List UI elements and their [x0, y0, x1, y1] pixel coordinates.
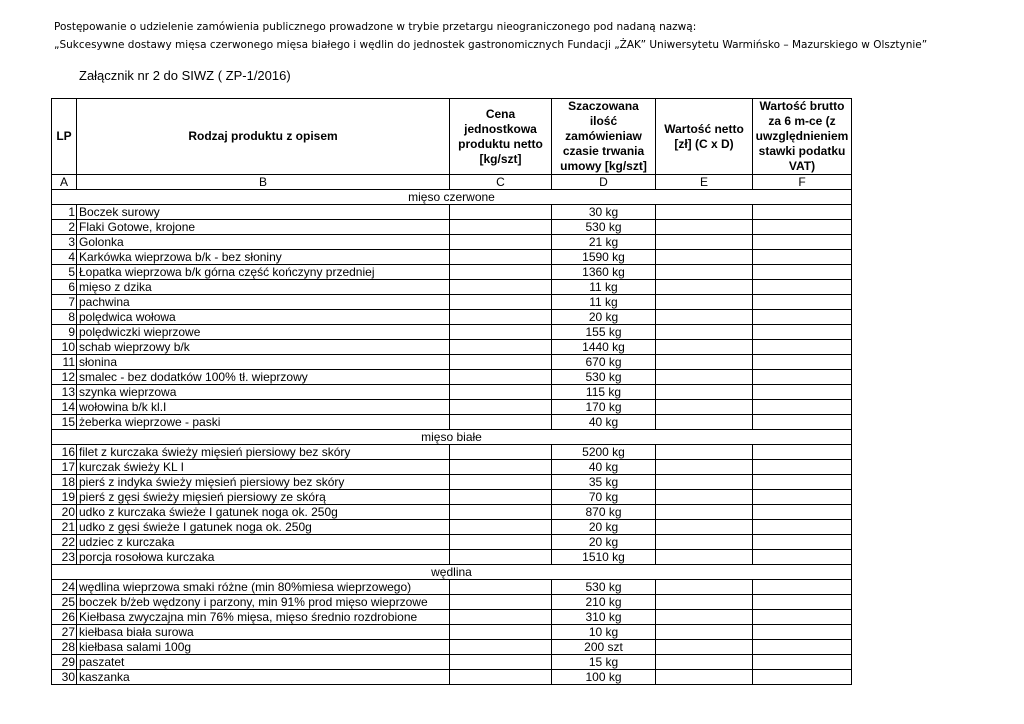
net-value-cell[interactable]	[656, 325, 753, 340]
product-name: kurczak świeży KL I	[77, 460, 450, 475]
gross-value-cell[interactable]	[753, 460, 852, 475]
product-lp: 13	[52, 385, 77, 400]
quantity-cell: 170 kg	[552, 400, 656, 415]
column-letter: F	[753, 175, 852, 190]
product-lp: 6	[52, 280, 77, 295]
gross-value-cell[interactable]	[753, 595, 852, 610]
column-header-quantity: Szaczowana ilość zamówieniaw czasie trwania umowy [kg/szt]	[552, 99, 656, 175]
net-value-cell[interactable]	[656, 520, 753, 535]
product-name: udko z kurczaka świeże I gatunek noga ok. 250g	[77, 505, 450, 520]
unit-price-cell[interactable]	[450, 595, 552, 610]
column-letter: B	[77, 175, 450, 190]
product-lp: 15	[52, 415, 77, 430]
gross-value-cell[interactable]	[753, 310, 852, 325]
gross-value-cell[interactable]	[753, 385, 852, 400]
product-lp: 27	[52, 625, 77, 640]
product-lp: 12	[52, 370, 77, 385]
net-value-cell[interactable]	[656, 340, 753, 355]
unit-price-cell[interactable]	[450, 250, 552, 265]
quantity-cell: 670 kg	[552, 355, 656, 370]
unit-price-cell[interactable]	[450, 235, 552, 250]
quantity-cell: 40 kg	[552, 460, 656, 475]
product-name: schab wieprzowy b/k	[77, 340, 450, 355]
unit-price-cell[interactable]	[450, 550, 552, 565]
product-lp: 5	[52, 265, 77, 280]
quantity-cell: 5200 kg	[552, 445, 656, 460]
product-lp: 16	[52, 445, 77, 460]
quantity-cell: 155 kg	[552, 325, 656, 340]
product-row	[52, 505, 852, 520]
product-row	[52, 640, 852, 655]
gross-value-cell[interactable]	[753, 535, 852, 550]
product-row	[52, 445, 852, 460]
quantity-cell: 20 kg	[552, 535, 656, 550]
unit-price-cell[interactable]	[450, 340, 552, 355]
quantity-cell: 1440 kg	[552, 340, 656, 355]
gross-value-cell[interactable]	[753, 625, 852, 640]
net-value-cell[interactable]	[656, 355, 753, 370]
product-lp: 29	[52, 655, 77, 670]
quantity-cell: 11 kg	[552, 295, 656, 310]
gross-value-cell[interactable]	[753, 250, 852, 265]
gross-value-cell[interactable]	[753, 280, 852, 295]
unit-price-cell[interactable]	[450, 580, 552, 595]
quantity-cell: 20 kg	[552, 520, 656, 535]
product-lp: 26	[52, 610, 77, 625]
unit-price-cell[interactable]	[450, 400, 552, 415]
net-value-cell[interactable]	[656, 445, 753, 460]
unit-price-cell[interactable]	[450, 280, 552, 295]
quantity-cell: 10 kg	[552, 625, 656, 640]
gross-value-cell[interactable]	[753, 325, 852, 340]
unit-price-cell[interactable]	[450, 355, 552, 370]
product-row	[52, 295, 852, 310]
product-name: Karkówka wieprzowa b/k - bez słoniny	[77, 250, 450, 265]
product-name: pierś z gęsi świeży mięsień piersiowy ze skórą	[77, 490, 450, 505]
product-lp: 3	[52, 235, 77, 250]
net-value-cell[interactable]	[656, 505, 753, 520]
product-row	[52, 610, 852, 625]
column-letter-row	[52, 175, 852, 190]
net-value-cell[interactable]	[656, 670, 753, 685]
unit-price-cell[interactable]	[450, 520, 552, 535]
quantity-cell: 310 kg	[552, 610, 656, 625]
product-name: paszatet	[77, 655, 450, 670]
column-header-product: Rodzaj produktu z opisem	[77, 99, 450, 175]
product-lp: 19	[52, 490, 77, 505]
product-lp: 23	[52, 550, 77, 565]
quantity-cell: 870 kg	[552, 505, 656, 520]
section-title: wędlina	[52, 565, 852, 580]
gross-value-cell[interactable]	[753, 610, 852, 625]
unit-price-cell[interactable]	[450, 610, 552, 625]
price-form-table	[51, 98, 852, 685]
net-value-cell[interactable]	[656, 280, 753, 295]
gross-value-cell[interactable]	[753, 205, 852, 220]
gross-value-cell[interactable]	[753, 655, 852, 670]
product-lp: 30	[52, 670, 77, 685]
column-letter: C	[450, 175, 552, 190]
product-name: Golonka	[77, 235, 450, 250]
net-value-cell[interactable]	[656, 415, 753, 430]
gross-value-cell[interactable]	[753, 295, 852, 310]
unit-price-cell[interactable]	[450, 310, 552, 325]
gross-value-cell[interactable]	[753, 400, 852, 415]
procedure-title-line: Postępowanie o udzielenie zamówienia publicznego prowadzone w trybie przetargu nieograniczonego pod nadaną nazwą:	[54, 21, 697, 33]
product-lp: 11	[52, 355, 77, 370]
net-value-cell[interactable]	[656, 490, 753, 505]
product-lp: 9	[52, 325, 77, 340]
product-name: porcja rosołowa kurczaka	[77, 550, 450, 565]
product-lp: 1	[52, 205, 77, 220]
product-lp: 24	[52, 580, 77, 595]
gross-value-cell[interactable]	[753, 235, 852, 250]
product-row	[52, 250, 852, 265]
quantity-cell: 1360 kg	[552, 265, 656, 280]
product-name: Boczek surowy	[77, 205, 450, 220]
product-lp: 20	[52, 505, 77, 520]
product-name: słonina	[77, 355, 450, 370]
product-name: filet z kurczaka świeży mięsień piersiowy bez skóry	[77, 445, 450, 460]
product-name: pachwina	[77, 295, 450, 310]
net-value-cell[interactable]	[656, 310, 753, 325]
product-name: kiełbasa salami 100g	[77, 640, 450, 655]
product-row	[52, 340, 852, 355]
product-row	[52, 625, 852, 640]
product-row	[52, 595, 852, 610]
product-name: Łopatka wieprzowa b/k górna część kończyny przedniej	[77, 265, 450, 280]
unit-price-cell[interactable]	[450, 265, 552, 280]
net-value-cell[interactable]	[656, 235, 753, 250]
section-title: mięso czerwone	[52, 190, 852, 205]
product-name: wędlina wieprzowa smaki różne (min 80%miesa wieprzowego)	[77, 580, 450, 595]
net-value-cell[interactable]	[656, 475, 753, 490]
product-row	[52, 205, 852, 220]
section-row	[52, 565, 852, 580]
product-lp: 14	[52, 400, 77, 415]
quantity-cell: 210 kg	[552, 595, 656, 610]
unit-price-cell[interactable]	[450, 415, 552, 430]
net-value-cell[interactable]	[656, 295, 753, 310]
section-title: mięso białe	[52, 430, 852, 445]
unit-price-cell[interactable]	[450, 220, 552, 235]
gross-value-cell[interactable]	[753, 490, 852, 505]
net-value-cell[interactable]	[656, 550, 753, 565]
unit-price-cell[interactable]	[450, 370, 552, 385]
column-header-net-value: Wartość netto [zł] (C x D)	[656, 99, 753, 175]
product-lp: 4	[52, 250, 77, 265]
product-row	[52, 415, 852, 430]
unit-price-cell[interactable]	[450, 640, 552, 655]
gross-value-cell[interactable]	[753, 670, 852, 685]
column-letter: A	[52, 175, 77, 190]
unit-price-cell[interactable]	[450, 625, 552, 640]
quantity-cell: 530 kg	[552, 370, 656, 385]
quantity-cell: 530 kg	[552, 220, 656, 235]
product-name: kiełbasa biała surowa	[77, 625, 450, 640]
product-row	[52, 325, 852, 340]
quantity-cell: 35 kg	[552, 475, 656, 490]
product-name: pierś z indyka świeży mięsień piersiowy bez skóry	[77, 475, 450, 490]
product-lp: 2	[52, 220, 77, 235]
unit-price-cell[interactable]	[450, 475, 552, 490]
unit-price-cell[interactable]	[450, 205, 552, 220]
unit-price-cell[interactable]	[450, 490, 552, 505]
product-row	[52, 475, 852, 490]
product-row	[52, 235, 852, 250]
net-value-cell[interactable]	[656, 220, 753, 235]
gross-value-cell[interactable]	[753, 580, 852, 595]
net-value-cell[interactable]	[656, 535, 753, 550]
unit-price-cell[interactable]	[450, 655, 552, 670]
gross-value-cell[interactable]	[753, 355, 852, 370]
quantity-cell: 40 kg	[552, 415, 656, 430]
quantity-cell: 21 kg	[552, 235, 656, 250]
net-value-cell[interactable]	[656, 400, 753, 415]
product-row	[52, 670, 852, 685]
product-row	[52, 460, 852, 475]
unit-price-cell[interactable]	[450, 535, 552, 550]
product-name: udziec z kurczaka	[77, 535, 450, 550]
column-header-row	[52, 99, 852, 175]
product-lp: 18	[52, 475, 77, 490]
gross-value-cell[interactable]	[753, 520, 852, 535]
product-row	[52, 550, 852, 565]
product-row	[52, 280, 852, 295]
column-letter: D	[552, 175, 656, 190]
product-name: szynka wieprzowa	[77, 385, 450, 400]
quantity-cell: 115 kg	[552, 385, 656, 400]
column-letter: E	[656, 175, 753, 190]
net-value-cell[interactable]	[656, 580, 753, 595]
gross-value-cell[interactable]	[753, 220, 852, 235]
gross-value-cell[interactable]	[753, 415, 852, 430]
gross-value-cell[interactable]	[753, 550, 852, 565]
quantity-cell: 200 szt	[552, 640, 656, 655]
product-row	[52, 355, 852, 370]
quantity-cell: 530 kg	[552, 580, 656, 595]
net-value-cell[interactable]	[656, 370, 753, 385]
product-lp: 25	[52, 595, 77, 610]
product-name: Flaki Gotowe, krojone	[77, 220, 450, 235]
product-name: polędwica wołowa	[77, 310, 450, 325]
product-lp: 7	[52, 295, 77, 310]
product-name: kaszanka	[77, 670, 450, 685]
quantity-cell: 30 kg	[552, 205, 656, 220]
product-name: smalec - bez dodatków 100% tł. wieprzowy	[77, 370, 450, 385]
gross-value-cell[interactable]	[753, 370, 852, 385]
product-row	[52, 520, 852, 535]
product-row	[52, 310, 852, 325]
column-header-unit-price: Cena jednostkowa produktu netto [kg/szt]	[450, 99, 552, 175]
product-lp: 22	[52, 535, 77, 550]
net-value-cell[interactable]	[656, 385, 753, 400]
net-value-cell[interactable]	[656, 625, 753, 640]
product-name: żeberka wieprzowe - paski	[77, 415, 450, 430]
net-value-cell[interactable]	[656, 655, 753, 670]
net-value-cell[interactable]	[656, 265, 753, 280]
product-lp: 28	[52, 640, 77, 655]
net-value-cell[interactable]	[656, 460, 753, 475]
net-value-cell[interactable]	[656, 610, 753, 625]
quantity-cell: 1510 kg	[552, 550, 656, 565]
product-row	[52, 220, 852, 235]
procedure-name-line: „Sukcesywne dostawy mięsa czerwonego mięsa białego i wędlin do jednostek gastronomicznych Fundacji „ŻAK” Uniwersytetu Warmińsko – Mazurskiego w Olsztynie”	[54, 39, 928, 51]
net-value-cell[interactable]	[656, 640, 753, 655]
net-value-cell[interactable]	[656, 595, 753, 610]
quantity-cell: 70 kg	[552, 490, 656, 505]
gross-value-cell[interactable]	[753, 445, 852, 460]
product-row	[52, 385, 852, 400]
unit-price-cell[interactable]	[450, 385, 552, 400]
gross-value-cell[interactable]	[753, 505, 852, 520]
net-value-cell[interactable]	[656, 205, 753, 220]
product-row	[52, 490, 852, 505]
unit-price-cell[interactable]	[450, 505, 552, 520]
unit-price-cell[interactable]	[450, 295, 552, 310]
net-value-cell[interactable]	[656, 250, 753, 265]
quantity-cell: 100 kg	[552, 670, 656, 685]
quantity-cell: 15 kg	[552, 655, 656, 670]
gross-value-cell[interactable]	[753, 475, 852, 490]
product-row	[52, 370, 852, 385]
product-row	[52, 580, 852, 595]
gross-value-cell[interactable]	[753, 265, 852, 280]
gross-value-cell[interactable]	[753, 340, 852, 355]
product-name: udko z gęsi świeże I gatunek noga ok. 250g	[77, 520, 450, 535]
unit-price-cell[interactable]	[450, 325, 552, 340]
product-lp: 17	[52, 460, 77, 475]
product-row	[52, 265, 852, 280]
section-row	[52, 190, 852, 205]
product-name: wołowina b/k kl.I	[77, 400, 450, 415]
product-lp: 8	[52, 310, 77, 325]
attachment-label: Załącznik nr 2 do SIWZ ( ZP-1/2016)	[79, 68, 291, 83]
product-row	[52, 400, 852, 415]
column-header-gross-value: Wartość brutto za 6 m-ce (z uwzględnieniem stawki podatku VAT)	[753, 99, 852, 175]
column-header-lp: LP	[52, 99, 77, 175]
quantity-cell: 1590 kg	[552, 250, 656, 265]
product-lp: 10	[52, 340, 77, 355]
quantity-cell: 11 kg	[552, 280, 656, 295]
product-name: mięso z dzika	[77, 280, 450, 295]
unit-price-cell[interactable]	[450, 445, 552, 460]
product-name: Kiełbasa zwyczajna min 76% mięsa, mięso średnio rozdrobione	[77, 610, 450, 625]
product-row	[52, 535, 852, 550]
unit-price-cell[interactable]	[450, 670, 552, 685]
unit-price-cell[interactable]	[450, 460, 552, 475]
quantity-cell: 20 kg	[552, 310, 656, 325]
section-row	[52, 430, 852, 445]
product-row	[52, 655, 852, 670]
product-lp: 21	[52, 520, 77, 535]
product-name: polędwiczki wieprzowe	[77, 325, 450, 340]
product-name: boczek b/żeb wędzony i parzony, min 91% prod mięso wieprzowe	[77, 595, 450, 610]
gross-value-cell[interactable]	[753, 640, 852, 655]
